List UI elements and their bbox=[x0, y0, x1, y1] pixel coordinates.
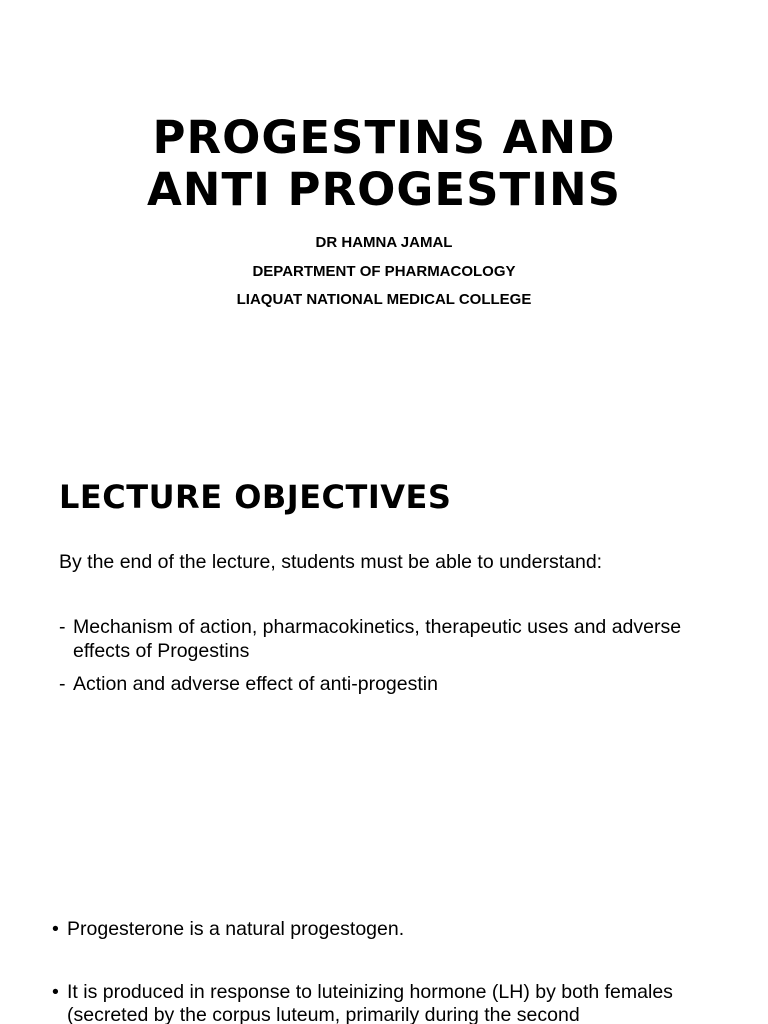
title-slide bbox=[0, 0, 768, 384]
objective-text: Mechanism of action, pharmacokinetics, therapeutic uses and adverse effects of Progestins bbox=[73, 616, 682, 662]
progesterone-bullets bbox=[52, 918, 702, 1024]
list-item bbox=[59, 615, 699, 663]
objectives-list bbox=[59, 615, 699, 705]
objectives-heading: LECTURE OBJECTIVES bbox=[59, 478, 452, 516]
bullet-text: Progesterone is a natural progestogen. bbox=[67, 918, 405, 940]
presenter-institution: LIAQUAT NATIONAL MEDICAL COLLEGE bbox=[236, 291, 532, 308]
bullet-text: It is produced in response to luteinizing hormone (LH) by both females (secreted by the corpus luteum, primarily during the second bbox=[67, 981, 673, 1024]
list-item bbox=[52, 918, 702, 941]
presentation-title bbox=[0, 112, 768, 216]
list-item bbox=[59, 672, 699, 696]
bullet-marker: • bbox=[52, 918, 59, 940]
title-line-1: PROGESTINS AND bbox=[152, 111, 616, 164]
progesterone-slide bbox=[0, 864, 768, 1024]
presenter-name: DR HAMNA JAMAL bbox=[315, 234, 453, 251]
presenter-info bbox=[0, 229, 768, 315]
title-line-2: ANTI PROGESTINS bbox=[146, 163, 622, 216]
presenter-department: DEPARTMENT OF PHARMACOLOGY bbox=[252, 262, 516, 280]
dash-marker: - bbox=[59, 673, 66, 695]
bullet-marker: • bbox=[52, 981, 59, 1003]
dash-marker: - bbox=[59, 616, 66, 638]
objectives-slide bbox=[0, 384, 768, 864]
list-item bbox=[52, 981, 702, 1024]
objectives-intro: By the end of the lecture, students must be able to understand: bbox=[59, 551, 603, 573]
objective-text: Action and adverse effect of anti-progestin bbox=[73, 673, 438, 695]
